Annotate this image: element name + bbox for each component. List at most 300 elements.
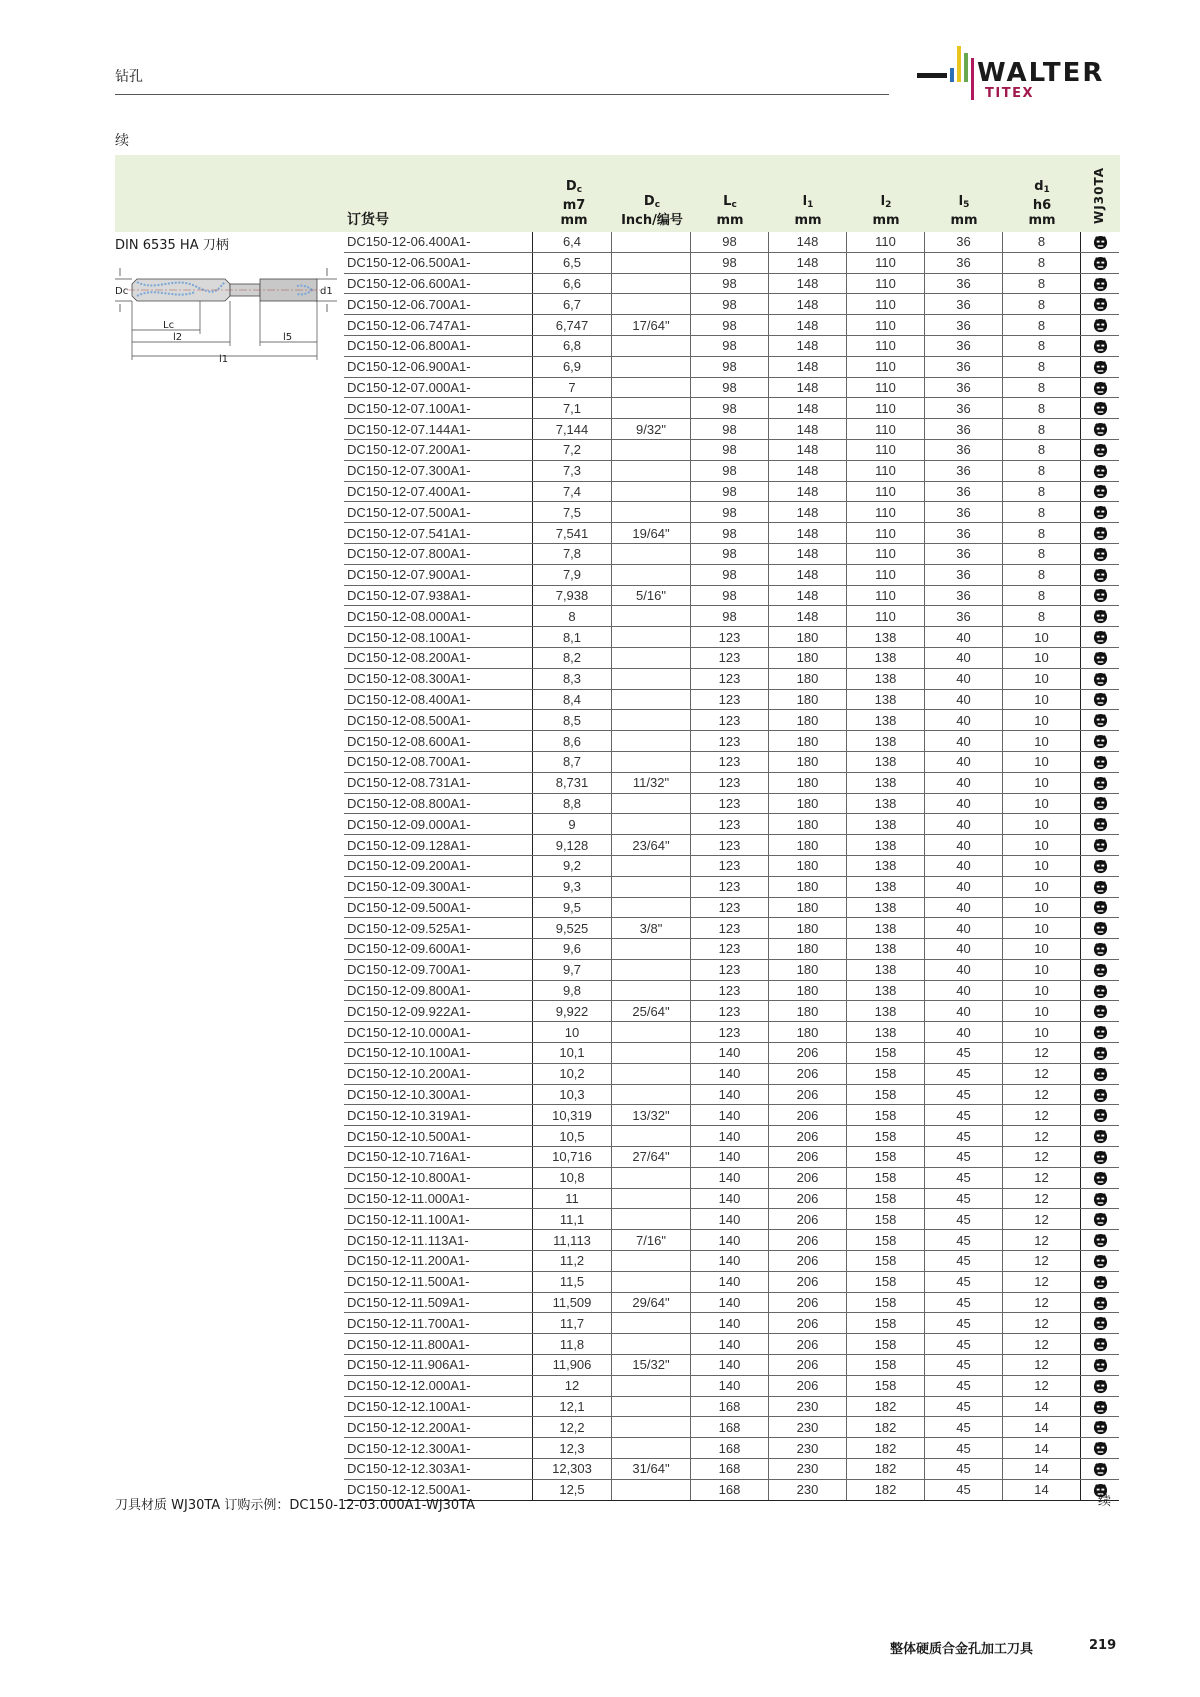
availability-cell — [1081, 439, 1120, 460]
dc-inch-value — [612, 731, 691, 752]
lc-value: 98 — [691, 460, 769, 481]
d1-value: 14 — [1003, 1417, 1081, 1438]
order-code: DC150-12-08.500A1- — [344, 710, 533, 731]
l5-dim-label: l5 — [283, 332, 293, 343]
availability-cell — [1081, 897, 1120, 918]
l1-value: 148 — [769, 377, 847, 398]
dc-m7-value: 8,3 — [533, 668, 612, 689]
order-code: DC150-12-06.500A1- — [344, 252, 533, 273]
availability-cell — [1081, 1167, 1120, 1188]
dc-m7-value: 6,747 — [533, 315, 612, 336]
table-row — [344, 1375, 1119, 1396]
stock-availability-icon — [1093, 1212, 1108, 1227]
availability-cell — [1081, 481, 1120, 502]
availability-cell — [1081, 668, 1120, 689]
d1-value: 12 — [1003, 1043, 1081, 1064]
header-grade-wj30ta: WJ30TA — [1092, 167, 1106, 224]
d1-value: 12 — [1003, 1209, 1081, 1230]
l5-value: 45 — [925, 1167, 1003, 1188]
l5-value: 45 — [925, 1063, 1003, 1084]
l1-value: 148 — [769, 523, 847, 544]
l1-value: 206 — [769, 1230, 847, 1251]
table-row — [344, 751, 1119, 772]
lc-value: 98 — [691, 523, 769, 544]
l5-value: 45 — [925, 1126, 1003, 1147]
order-code: DC150-12-07.938A1- — [344, 585, 533, 606]
order-code: DC150-12-08.000A1- — [344, 606, 533, 627]
header-divider — [115, 94, 889, 95]
l2-value: 138 — [847, 731, 925, 752]
dc-inch-value: 31/64" — [612, 1459, 691, 1480]
l1-value: 148 — [769, 335, 847, 356]
dc-inch-value — [612, 793, 691, 814]
order-code: DC150-12-07.500A1- — [344, 502, 533, 523]
order-code: DC150-12-10.500A1- — [344, 1126, 533, 1147]
dc-m7-value: 11,8 — [533, 1334, 612, 1355]
d1-value: 8 — [1003, 564, 1081, 585]
d1-value: 12 — [1003, 1167, 1081, 1188]
table-row — [344, 1313, 1119, 1334]
dc-m7-value: 10,5 — [533, 1126, 612, 1147]
stock-availability-icon — [1093, 1192, 1108, 1207]
l1-value: 148 — [769, 543, 847, 564]
l1-value: 148 — [769, 273, 847, 294]
l1-value: 148 — [769, 356, 847, 377]
table-row — [344, 876, 1119, 897]
lc-value: 140 — [691, 1043, 769, 1064]
d1-value: 14 — [1003, 1396, 1081, 1417]
l5-value: 36 — [925, 564, 1003, 585]
table-row — [344, 1230, 1119, 1251]
d1-value: 10 — [1003, 855, 1081, 876]
availability-cell — [1081, 772, 1120, 793]
l5-value: 45 — [925, 1292, 1003, 1313]
l5-value: 36 — [925, 439, 1003, 460]
d1-value: 14 — [1003, 1459, 1081, 1480]
stock-availability-icon — [1093, 1316, 1108, 1331]
table-header — [115, 155, 1120, 232]
availability-cell — [1081, 647, 1120, 668]
dc-m7-value: 10 — [533, 1022, 612, 1043]
stock-availability-icon — [1093, 1358, 1108, 1373]
order-code: DC150-12-09.500A1- — [344, 897, 533, 918]
stock-availability-icon — [1093, 277, 1108, 292]
l1-value: 148 — [769, 419, 847, 440]
dc-m7-value: 8,5 — [533, 710, 612, 731]
availability-cell — [1081, 710, 1120, 731]
stock-availability-icon — [1093, 1254, 1108, 1269]
dc-m7-value: 7,1 — [533, 398, 612, 419]
availability-cell — [1081, 273, 1120, 294]
dc-m7-value: 11 — [533, 1188, 612, 1209]
stock-availability-icon — [1093, 1420, 1108, 1435]
l5-value: 45 — [925, 1459, 1003, 1480]
l2-value: 110 — [847, 460, 925, 481]
table-row — [344, 1043, 1119, 1064]
lc-value: 98 — [691, 315, 769, 336]
table-row — [344, 606, 1119, 627]
header-l5: $l_5$ mm — [950, 194, 978, 228]
l2-value: 138 — [847, 793, 925, 814]
dc-m7-value: 11,5 — [533, 1271, 612, 1292]
l1-value: 206 — [769, 1188, 847, 1209]
d1-value: 8 — [1003, 606, 1081, 627]
lc-value: 123 — [691, 627, 769, 648]
continued-label: 续 — [115, 133, 129, 149]
order-code: DC150-12-12.303A1- — [344, 1459, 533, 1480]
l5-value: 40 — [925, 876, 1003, 897]
dc-inch-value — [612, 627, 691, 648]
lc-value: 140 — [691, 1271, 769, 1292]
table-row — [344, 1188, 1119, 1209]
lc-value: 140 — [691, 1209, 769, 1230]
table-row — [344, 1001, 1119, 1022]
dc-m7-value: 8,731 — [533, 772, 612, 793]
lc-value: 98 — [691, 585, 769, 606]
lc-value: 98 — [691, 439, 769, 460]
order-code: DC150-12-06.600A1- — [344, 273, 533, 294]
dc-m7-value: 7,144 — [533, 419, 612, 440]
l2-value: 158 — [847, 1063, 925, 1084]
dc-inch-value — [612, 897, 691, 918]
dc-inch-value: 17/64" — [612, 315, 691, 336]
dc-m7-value: 8,1 — [533, 627, 612, 648]
l2-value: 158 — [847, 1105, 925, 1126]
lc-value: 168 — [691, 1417, 769, 1438]
d1-value: 10 — [1003, 710, 1081, 731]
d1-value: 10 — [1003, 897, 1081, 918]
dc-inch-value — [612, 294, 691, 315]
lc-value: 123 — [691, 1001, 769, 1022]
l1-value: 180 — [769, 959, 847, 980]
l2-value: 138 — [847, 751, 925, 772]
stock-availability-icon — [1093, 900, 1108, 915]
availability-cell — [1081, 835, 1120, 856]
l1-value: 206 — [769, 1105, 847, 1126]
lc-value: 98 — [691, 481, 769, 502]
d1-value: 8 — [1003, 523, 1081, 544]
availability-cell — [1081, 1313, 1120, 1334]
lc-value: 140 — [691, 1375, 769, 1396]
d1-value: 8 — [1003, 502, 1081, 523]
l5-value: 36 — [925, 606, 1003, 627]
l5-value: 40 — [925, 772, 1003, 793]
d1-value: 10 — [1003, 793, 1081, 814]
l2-value: 110 — [847, 564, 925, 585]
availability-cell — [1081, 1126, 1120, 1147]
dc-inch-value — [612, 398, 691, 419]
availability-cell — [1081, 689, 1120, 710]
stock-availability-icon — [1093, 526, 1108, 541]
stock-availability-icon — [1093, 755, 1108, 770]
l2-value: 138 — [847, 772, 925, 793]
dc-m7-value: 11,113 — [533, 1230, 612, 1251]
d1-value: 10 — [1003, 731, 1081, 752]
l2-value: 110 — [847, 481, 925, 502]
table-row — [344, 647, 1119, 668]
l5-value: 40 — [925, 959, 1003, 980]
table-row — [344, 252, 1119, 273]
l2-value: 138 — [847, 980, 925, 1001]
dc-m7-value: 8,8 — [533, 793, 612, 814]
l2-value: 138 — [847, 647, 925, 668]
d1-value: 10 — [1003, 876, 1081, 897]
dc-m7-value: 12,303 — [533, 1459, 612, 1480]
stock-availability-icon — [1093, 1067, 1108, 1082]
dc-inch-value — [612, 1063, 691, 1084]
table-row — [344, 1251, 1119, 1272]
l5-value: 45 — [925, 1147, 1003, 1168]
l2-value: 110 — [847, 523, 925, 544]
table-row — [344, 814, 1119, 835]
l2-value: 158 — [847, 1313, 925, 1334]
dc-m7-value: 12,5 — [533, 1479, 612, 1500]
l5-value: 45 — [925, 1479, 1003, 1500]
dc-m7-value: 12,1 — [533, 1396, 612, 1417]
d1-value: 10 — [1003, 1022, 1081, 1043]
dc-m7-value: 12 — [533, 1375, 612, 1396]
lc-value: 168 — [691, 1396, 769, 1417]
l1-value: 230 — [769, 1396, 847, 1417]
lc-value: 168 — [691, 1479, 769, 1500]
l5-value: 40 — [925, 1001, 1003, 1022]
l5-value: 36 — [925, 398, 1003, 419]
stock-availability-icon — [1093, 464, 1108, 479]
dc-inch-value — [612, 502, 691, 523]
l2-value: 110 — [847, 294, 925, 315]
lc-value: 123 — [691, 751, 769, 772]
order-code: DC150-12-09.922A1- — [344, 1001, 533, 1022]
table-row — [344, 1459, 1119, 1480]
lc-value: 98 — [691, 377, 769, 398]
dc-inch-value — [612, 1043, 691, 1064]
lc-value: 123 — [691, 689, 769, 710]
dc-inch-value — [612, 689, 691, 710]
dc-m7-value: 9,8 — [533, 980, 612, 1001]
stock-availability-icon — [1093, 1296, 1108, 1311]
dc-inch-value: 3/8" — [612, 918, 691, 939]
lc-value: 140 — [691, 1355, 769, 1376]
availability-cell — [1081, 980, 1120, 1001]
d1-value: 10 — [1003, 751, 1081, 772]
order-code: DC150-12-12.000A1- — [344, 1375, 533, 1396]
l5-value: 40 — [925, 689, 1003, 710]
l5-value: 45 — [925, 1105, 1003, 1126]
l1-value: 230 — [769, 1417, 847, 1438]
order-code: DC150-12-07.144A1- — [344, 419, 533, 440]
availability-cell — [1081, 315, 1120, 336]
stock-availability-icon — [1093, 1088, 1108, 1103]
l1-value: 148 — [769, 606, 847, 627]
lc-value: 168 — [691, 1438, 769, 1459]
dc-inch-value — [612, 252, 691, 273]
dc-inch-value — [612, 876, 691, 897]
d1-value: 8 — [1003, 315, 1081, 336]
l5-value: 36 — [925, 232, 1003, 252]
dc-inch-value — [612, 1396, 691, 1417]
header-l1: $l_1$ mm — [794, 194, 822, 228]
table-row — [344, 481, 1119, 502]
lc-value: 98 — [691, 543, 769, 564]
d1-value: 8 — [1003, 481, 1081, 502]
dc-inch-value — [612, 710, 691, 731]
l1-value: 206 — [769, 1126, 847, 1147]
l2-value: 138 — [847, 876, 925, 897]
l1-value: 206 — [769, 1292, 847, 1313]
stock-availability-icon — [1093, 609, 1108, 624]
table-row — [344, 273, 1119, 294]
order-code: DC150-12-10.300A1- — [344, 1084, 533, 1105]
order-code: DC150-12-07.300A1- — [344, 460, 533, 481]
dc-inch-value: 5/16" — [612, 585, 691, 606]
lc-value: 123 — [691, 731, 769, 752]
l1-value: 180 — [769, 939, 847, 960]
l1-value: 180 — [769, 1001, 847, 1022]
l5-value: 45 — [925, 1271, 1003, 1292]
l2-value: 138 — [847, 814, 925, 835]
availability-cell — [1081, 855, 1120, 876]
d1-value: 12 — [1003, 1271, 1081, 1292]
l2-value: 110 — [847, 335, 925, 356]
d1-value: 8 — [1003, 585, 1081, 606]
l1-value: 206 — [769, 1375, 847, 1396]
l2-value: 110 — [847, 315, 925, 336]
table-row — [344, 523, 1119, 544]
l1-value: 206 — [769, 1043, 847, 1064]
availability-cell — [1081, 731, 1120, 752]
dc-m7-value: 9,922 — [533, 1001, 612, 1022]
availability-cell — [1081, 1230, 1120, 1251]
l5-value: 40 — [925, 855, 1003, 876]
dc-m7-value: 10,2 — [533, 1063, 612, 1084]
availability-cell — [1081, 606, 1120, 627]
dc-m7-value: 6,4 — [533, 232, 612, 252]
dc-m7-value: 9,128 — [533, 835, 612, 856]
dc-inch-value — [612, 1084, 691, 1105]
l1-value: 148 — [769, 585, 847, 606]
l1-value: 180 — [769, 855, 847, 876]
l1-value: 206 — [769, 1063, 847, 1084]
l1-value: 180 — [769, 647, 847, 668]
availability-cell — [1081, 419, 1120, 440]
d1-value: 10 — [1003, 647, 1081, 668]
l1-value: 230 — [769, 1438, 847, 1459]
dc-m7-value: 10,8 — [533, 1167, 612, 1188]
d1-value: 10 — [1003, 772, 1081, 793]
dc-inch-value — [612, 1375, 691, 1396]
lc-value: 98 — [691, 335, 769, 356]
svg-text:WALTER: WALTER — [977, 58, 1105, 88]
stock-availability-icon — [1093, 401, 1108, 416]
availability-cell — [1081, 1001, 1120, 1022]
availability-cell — [1081, 1063, 1120, 1084]
order-code: DC150-12-11.700A1- — [344, 1313, 533, 1334]
order-code: DC150-12-06.900A1- — [344, 356, 533, 377]
order-code: DC150-12-07.100A1- — [344, 398, 533, 419]
d1-value: 8 — [1003, 335, 1081, 356]
drill-dimension-drawing — [115, 262, 340, 362]
dc-m7-value: 11,906 — [533, 1355, 612, 1376]
table-row — [344, 1084, 1119, 1105]
stock-availability-icon — [1093, 734, 1108, 749]
d1-value: 10 — [1003, 814, 1081, 835]
dc-inch-value — [612, 543, 691, 564]
stock-availability-icon — [1093, 796, 1108, 811]
l1-value: 180 — [769, 980, 847, 1001]
availability-cell — [1081, 335, 1120, 356]
d1-value: 12 — [1003, 1147, 1081, 1168]
l5-value: 36 — [925, 419, 1003, 440]
l2-value: 110 — [847, 585, 925, 606]
availability-cell — [1081, 460, 1120, 481]
availability-cell — [1081, 1188, 1120, 1209]
order-code: DC150-12-08.100A1- — [344, 627, 533, 648]
l1-value: 148 — [769, 439, 847, 460]
dc-m7-value: 7,8 — [533, 543, 612, 564]
d1-value: 10 — [1003, 939, 1081, 960]
l5-value: 36 — [925, 481, 1003, 502]
dc-inch-value — [612, 335, 691, 356]
l1-value: 206 — [769, 1209, 847, 1230]
stock-availability-icon — [1093, 381, 1108, 396]
stock-availability-icon — [1093, 547, 1108, 562]
dc-m7-value: 11,7 — [533, 1313, 612, 1334]
d1-value: 12 — [1003, 1313, 1081, 1334]
availability-cell — [1081, 1147, 1120, 1168]
stock-availability-icon — [1093, 297, 1108, 312]
dc-inch-value — [612, 356, 691, 377]
lc-value: 98 — [691, 398, 769, 419]
table-row — [344, 793, 1119, 814]
lc-value: 123 — [691, 980, 769, 1001]
l1-value: 230 — [769, 1459, 847, 1480]
d1-value: 10 — [1003, 689, 1081, 710]
d1-value: 8 — [1003, 419, 1081, 440]
l1-value: 148 — [769, 232, 847, 252]
availability-cell — [1081, 814, 1120, 835]
lc-value: 123 — [691, 835, 769, 856]
dc-dim-label: Dc — [115, 286, 129, 297]
dc-m7-value: 8,6 — [533, 731, 612, 752]
l2-dim-label: l2 — [173, 332, 183, 343]
l5-value: 36 — [925, 273, 1003, 294]
dc-inch-value — [612, 1479, 691, 1500]
l1-value: 206 — [769, 1167, 847, 1188]
l1-value: 180 — [769, 751, 847, 772]
d1-value: 12 — [1003, 1355, 1081, 1376]
dc-inch-value — [612, 647, 691, 668]
dc-m7-value: 12,2 — [533, 1417, 612, 1438]
l2-value: 158 — [847, 1126, 925, 1147]
l2-value: 182 — [847, 1479, 925, 1500]
lc-value: 98 — [691, 273, 769, 294]
l5-value: 40 — [925, 814, 1003, 835]
l5-value: 40 — [925, 731, 1003, 752]
dc-m7-value: 7,9 — [533, 564, 612, 585]
l5-value: 45 — [925, 1438, 1003, 1459]
l1-value: 180 — [769, 918, 847, 939]
stock-availability-icon — [1093, 235, 1108, 250]
l5-value: 36 — [925, 523, 1003, 544]
l1-value: 148 — [769, 502, 847, 523]
dc-m7-value: 7 — [533, 377, 612, 398]
stock-availability-icon — [1093, 1171, 1108, 1186]
dc-m7-value: 10,319 — [533, 1105, 612, 1126]
l2-value: 158 — [847, 1230, 925, 1251]
header-l2: $l_2$ mm — [872, 194, 900, 228]
availability-cell — [1081, 1251, 1120, 1272]
order-code: DC150-12-10.319A1- — [344, 1105, 533, 1126]
